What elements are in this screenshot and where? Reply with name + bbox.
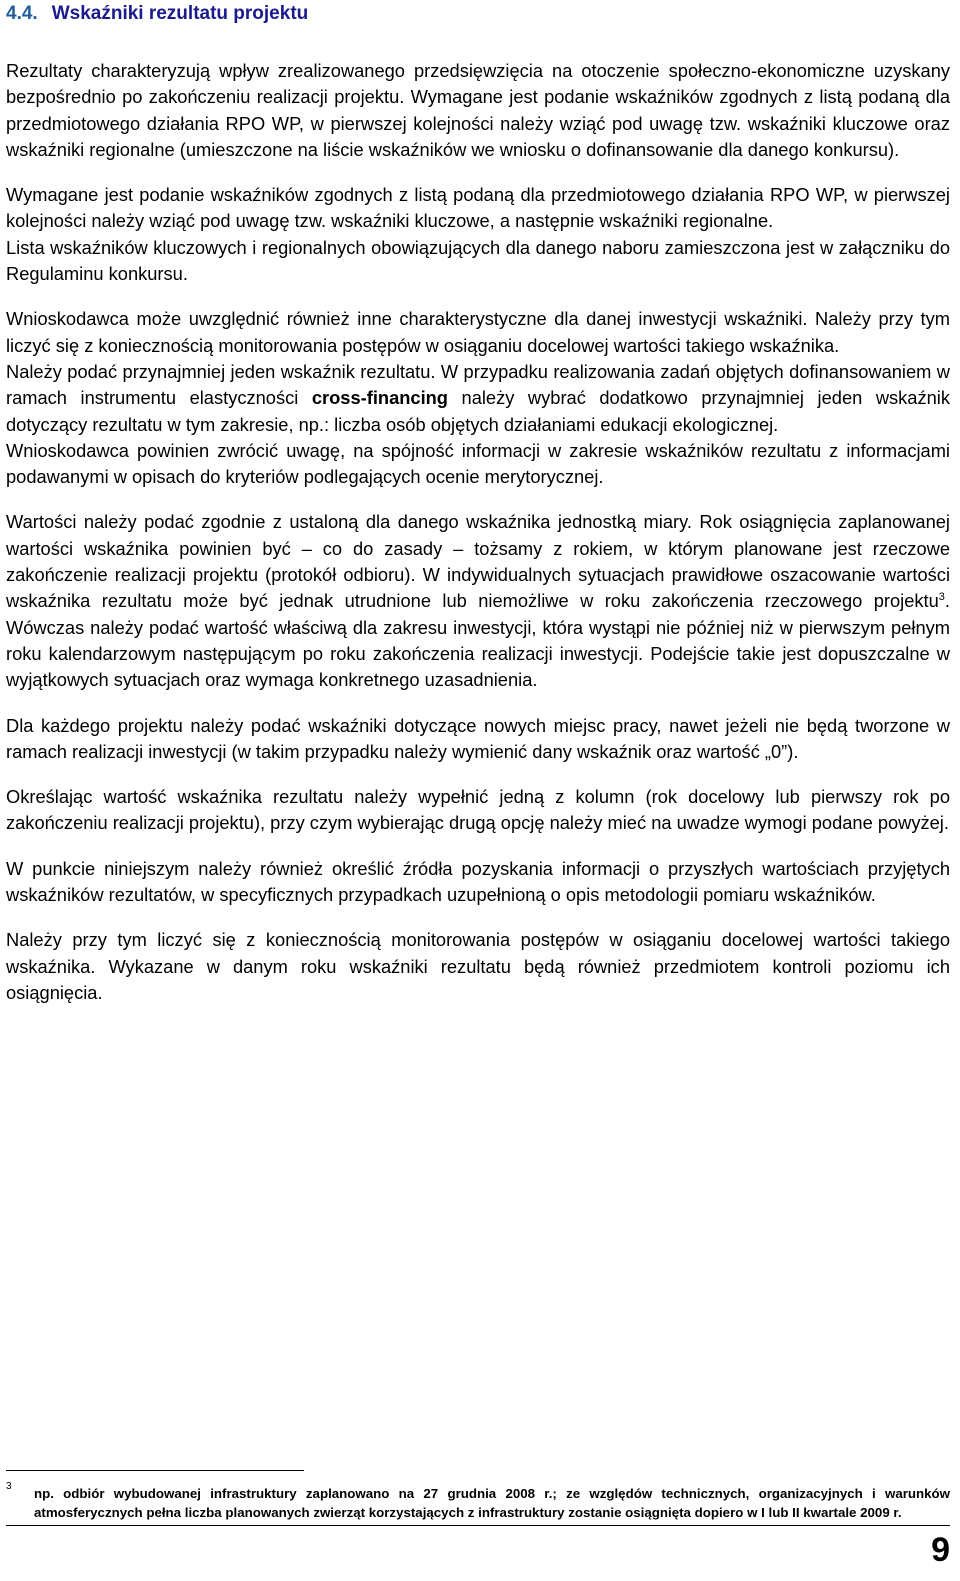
paragraph-cross-financing (6, 359, 950, 438)
footnote-text: np. odbiór wybudowanej infrastruktury zaplanowano na 27 grudnia 2008 r.; ze względów technicznych, organizacyjnych i warunków atmosferycznych pełna liczba planowanych zwierząt korzystających z infrastruktury zostanie osiągnięta dopiero w I lub II kwartale 2009 r. (34, 1486, 950, 1520)
cross-financing-term: cross-financing (311, 387, 448, 409)
page-footer-rule (6, 1525, 950, 1526)
footnote (6, 1481, 950, 1522)
paragraph-target-year-columns: Określając wartość wskaźnika rezultatu należy wypełnić jedną z kolumn (rok docelowy lub pierwszy rok po zakończeniu realizacji projektu), przy czym wybierając drugą opcję należy mieć na uwadze wymogi podane powyżej. (6, 786, 950, 834)
body-text (6, 58, 950, 1025)
section-heading (6, 2, 308, 26)
footnote-separator (6, 1470, 304, 1471)
paragraph-values-units-text-a: Wartości należy podać zgodnie z ustaloną dla danego wskaźnika jednostką miary. Rok osiągnięcia zaplanowanej wartości wskaźnika powinien być – co do zasady – tożsamy z rokiem, w którym planowane jest rzeczowe zakończenie realizacji projektu (protokół odbioru). W indywidualnych sytuacjach prawidłowe oszacowanie wartości wskaźnika rezultatu może być jednak utrudnione lub niemożliwe w roku zakończenia rzeczowego projektu (6, 511, 950, 612)
paragraph-values-units-text-b: . Wówczas należy podać wartość właściwą dla zakresu inwestycji, która wystąpi nie później niż w pierwszym pełnym roku kalendarzowym następującym po roku zakończenia realizacji inwestycji. Podejście takie jest dopuszczalne w wyjątkowych sytuacjach oraz wymaga konkretnego uzasadnienia. (6, 590, 950, 691)
footnote-number: 3 (6, 1481, 12, 1492)
paragraph-consistency: Wnioskodawca powinien zwrócić uwagę, na spójność informacji w zakresie wskaźników rezultatu z informacjami podawanymi w opisach do kryteriów podlegających ocenie merytorycznej. (6, 439, 950, 488)
paragraph-information-sources: W punkcie niniejszym należy również określić źródła pozyskania informacji o przyszłych wartościach przyjętych wskaźników rezultatów, w specyficznych przypadkach uzupełnioną o opis metodologii pomiaru wskaźników. (6, 857, 950, 906)
section-title: Wskaźniki rezultatu projektu (51, 3, 309, 24)
paragraph-results-definition: Rezultaty charakteryzują wpływ zrealizowanego przedsięwzięcia na otoczenie społeczno-ekonomiczne uzyskany bezpośrednio po zakończeniu realizacji projektu. Wymagane jest podanie wskaźników zgodnych z listą podaną dla przedmiotowego działania RPO WP, w pierwszej kolejności należy wziąć pod uwagę tzw. wskaźniki kluczowe oraz wskaźniki regionalne (umieszczone na liście wskaźników we wniosku o dofinansowanie dla danego konkursu). (6, 60, 950, 160)
paragraph-cross-financing-text-b: należy wybrać dodatkowo przynajmniej jeden wskaźnik dotyczący rezultatu w tym zakresie, np.: liczba osób objętych działaniami edukacji ekologicznej. (6, 387, 950, 435)
paragraph-required-indicators: Wymagane jest podanie wskaźników zgodnych z listą podaną dla przedmiotowego działania RPO WP, w pierwszej kolejności należy wziąć pod uwagę tzw. wskaźniki kluczowe, a następnie wskaźniki regionalne. (6, 184, 950, 232)
paragraph-other-indicators: Wnioskodawca może uwzględnić również inne charakterystyczne dla danej inwestycji wskaźniki. Należy przy tym liczyć się z koniecznością monitorowania postępów w osiąganiu docelowej wartości takiego wskaźnika. (6, 308, 950, 356)
page-number: 9 (931, 1531, 950, 1569)
section-number: 4.4. (6, 3, 38, 24)
paragraph-cross-financing-text-a: Należy podać przynajmniej jeden wskaźnik rezultatu. W przypadku realizowania zadań objętych dofinansowaniem w ramach instrumentu elastyczności (6, 360, 950, 409)
paragraph-new-jobs: Dla każdego projektu należy podać wskaźniki dotyczące nowych miejsc pracy, nawet jeżeli nie będą tworzone w ramach realizacji inwestycji (w takim przypadku należy wymienić dany wskaźnik oraz wartość „0”). (6, 714, 950, 762)
paragraph-indicator-list: Lista wskaźników kluczowych i regionalnych obowiązujących dla danego naboru zamieszczona jest w załączniku do Regulaminu konkursu. (6, 236, 950, 285)
paragraph-values-units (6, 509, 950, 693)
paragraph-monitoring: Należy przy tym liczyć się z koniecznością monitorowania postępów w osiąganiu docelowej wartości takiego wskaźnika. Wykazane w danym roku wskaźniki rezultatu będą również przedmiotem kontroli poziomu ich osiągnięcia. (6, 929, 950, 1003)
footnote-reference: 3 (938, 591, 945, 604)
